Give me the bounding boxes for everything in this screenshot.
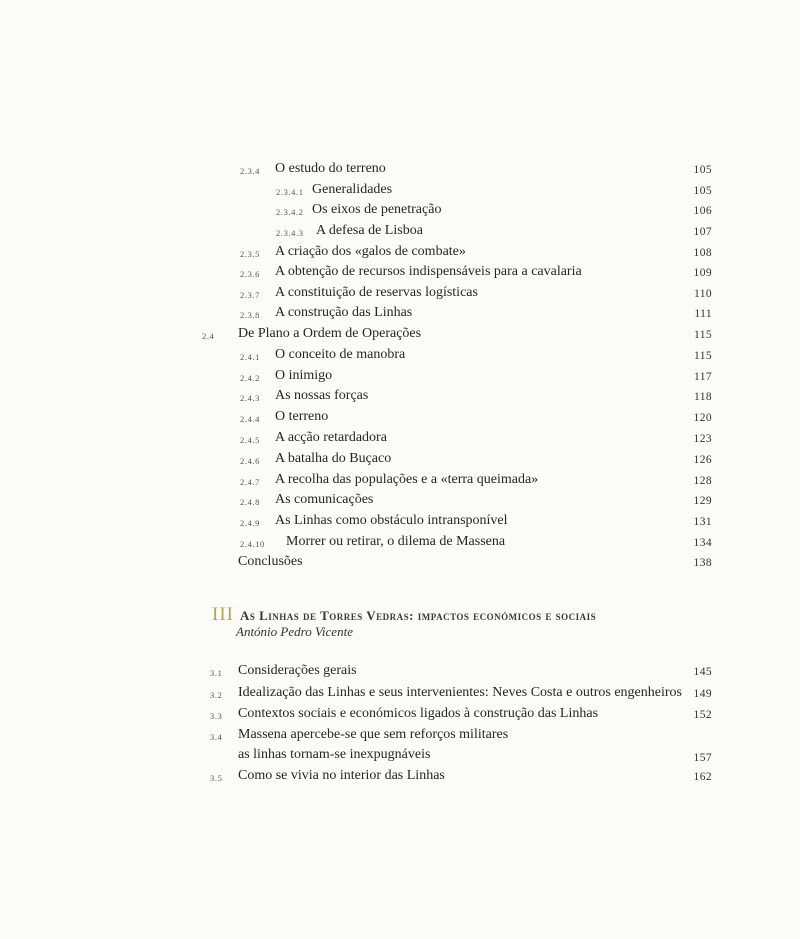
entry-number: 3.1 bbox=[210, 668, 223, 678]
toc-entry bbox=[0, 160, 800, 180]
entry-title: O terreno bbox=[275, 409, 329, 424]
toc-entry bbox=[0, 553, 800, 573]
entry-title: As nossas forças bbox=[275, 388, 369, 403]
entry-title: A constituição de reservas logísticas bbox=[275, 285, 478, 300]
toc-entry bbox=[0, 181, 800, 201]
entry-number: 2.4.6 bbox=[240, 456, 260, 466]
toc-entry bbox=[0, 346, 800, 366]
entry-title: A acção retardadora bbox=[275, 430, 387, 445]
entry-page: 108 bbox=[693, 247, 712, 259]
toc-entry bbox=[0, 387, 800, 407]
part-author: António Pedro Vicente bbox=[236, 624, 353, 639]
entry-number: 2.4.8 bbox=[240, 497, 260, 507]
entry-number: 2.4.1 bbox=[240, 352, 260, 362]
toc-entry bbox=[0, 450, 800, 470]
entry-number: 2.3.5 bbox=[240, 249, 260, 259]
toc-entry bbox=[0, 491, 800, 511]
entry-title: O estudo do terreno bbox=[275, 161, 386, 176]
entry-number: 2.4 bbox=[202, 331, 215, 341]
entry-title: O conceito de manobra bbox=[275, 347, 406, 362]
toc-entry bbox=[0, 726, 800, 746]
entry-title: De Plano a Ordem de Operações bbox=[238, 326, 422, 341]
entry-page: 109 bbox=[693, 267, 712, 279]
entry-page: 107 bbox=[693, 226, 712, 238]
entry-page: 118 bbox=[693, 391, 712, 403]
entry-page: 134 bbox=[693, 537, 712, 549]
entry-number: 2.4.7 bbox=[240, 477, 260, 487]
entry-title: Considerações gerais bbox=[238, 663, 357, 678]
entry-page: 149 bbox=[693, 688, 712, 700]
entry-number: 2.3.4 bbox=[240, 166, 260, 176]
entry-title: A criação dos «galos de combate» bbox=[275, 244, 466, 259]
toc-entry bbox=[0, 243, 800, 263]
entry-page: 117 bbox=[693, 371, 712, 383]
entry-page: 131 bbox=[693, 516, 712, 528]
entry-page: 110 bbox=[693, 288, 712, 300]
entry-number: 2.3.8 bbox=[240, 310, 260, 320]
entry-number: 2.3.4.3 bbox=[276, 228, 304, 238]
entry-number: 2.4.10 bbox=[240, 539, 265, 549]
toc-entry bbox=[0, 512, 800, 532]
entry-page: 111 bbox=[694, 308, 712, 320]
part-title: As Linhas de Torres Vedras: impactos económicos e sociais bbox=[239, 608, 597, 623]
entry-title: Os eixos de penetração bbox=[312, 202, 442, 217]
entry-title: O inimigo bbox=[275, 368, 333, 383]
toc-entry bbox=[0, 684, 800, 704]
entry-page: 129 bbox=[693, 495, 712, 507]
entry-title: As comunicações bbox=[275, 492, 374, 507]
entry-page: 138 bbox=[693, 557, 712, 569]
entry-page: 115 bbox=[693, 350, 712, 362]
entry-number: 2.3.6 bbox=[240, 269, 260, 279]
entry-title: Idealização das Linhas e seus intervenientes: Neves Costa e outros engenheiros bbox=[238, 685, 682, 700]
entry-title: A batalha do Buçaco bbox=[275, 451, 392, 466]
toc-entry bbox=[0, 263, 800, 283]
entry-page: 162 bbox=[693, 771, 712, 783]
entry-number: 2.4.9 bbox=[240, 518, 260, 528]
entry-number: 3.4 bbox=[210, 732, 223, 742]
toc-entry bbox=[0, 705, 800, 725]
entry-number: 2.3.4.2 bbox=[276, 207, 304, 217]
entry-page: 145 bbox=[693, 666, 712, 678]
entry-number: 3.5 bbox=[210, 773, 223, 783]
entry-title: Generalidades bbox=[312, 182, 393, 197]
entry-title: As Linhas como obstáculo intransponível bbox=[275, 513, 508, 528]
entry-page: 152 bbox=[693, 709, 712, 721]
toc-entry bbox=[0, 325, 800, 345]
entry-number: 2.3.4.1 bbox=[276, 187, 304, 197]
toc-entry bbox=[0, 367, 800, 387]
entry-page: 115 bbox=[693, 329, 712, 341]
entry-number: 2.4.4 bbox=[240, 414, 260, 424]
entry-title: A recolha das populações e a «terra queimada» bbox=[275, 472, 539, 487]
part-number: III bbox=[212, 604, 234, 625]
entry-number: 2.4.2 bbox=[240, 373, 260, 383]
toc-entry bbox=[0, 222, 800, 242]
entry-title: Conclusões bbox=[238, 554, 303, 569]
entry-title: Como se vivia no interior das Linhas bbox=[238, 768, 445, 783]
entry-page: 123 bbox=[693, 433, 712, 445]
entry-page: 120 bbox=[693, 412, 712, 424]
toc-entry bbox=[0, 408, 800, 428]
entry-number: 2.4.3 bbox=[240, 393, 260, 403]
toc-entry bbox=[0, 471, 800, 491]
entry-number: 3.3 bbox=[210, 711, 223, 721]
toc-entry bbox=[0, 284, 800, 304]
toc-entry bbox=[0, 533, 800, 553]
entry-number: 3.2 bbox=[210, 690, 223, 700]
entry-page: 105 bbox=[693, 185, 712, 197]
entry-page: 126 bbox=[693, 454, 712, 466]
toc-entry-continuation bbox=[0, 746, 800, 766]
toc-entry bbox=[0, 201, 800, 221]
entry-title-continuation: as linhas tornam-se inexpugnáveis bbox=[238, 747, 431, 762]
entry-number: 2.3.7 bbox=[240, 290, 260, 300]
entry-title: A defesa de Lisboa bbox=[316, 223, 423, 238]
entry-page: 128 bbox=[693, 475, 712, 487]
entry-page: 105 bbox=[693, 164, 712, 176]
entry-title: Morrer ou retirar, o dilema de Massena bbox=[286, 534, 506, 549]
entry-title: Contextos sociais e económicos ligados à construção das Linhas bbox=[238, 706, 599, 721]
entry-page: 157 bbox=[693, 752, 712, 764]
toc-entry bbox=[0, 662, 800, 682]
toc-entry bbox=[0, 429, 800, 449]
toc-entry bbox=[0, 767, 800, 787]
entry-title: A obtenção de recursos indispensáveis para a cavalaria bbox=[275, 264, 582, 279]
entry-page: 106 bbox=[693, 205, 712, 217]
entry-number: 2.4.5 bbox=[240, 435, 260, 445]
entry-title: Massena apercebe-se que sem reforços militares bbox=[238, 727, 509, 742]
toc-entry bbox=[0, 304, 800, 324]
entry-title: A construção das Linhas bbox=[275, 305, 413, 320]
part-heading bbox=[212, 604, 596, 626]
